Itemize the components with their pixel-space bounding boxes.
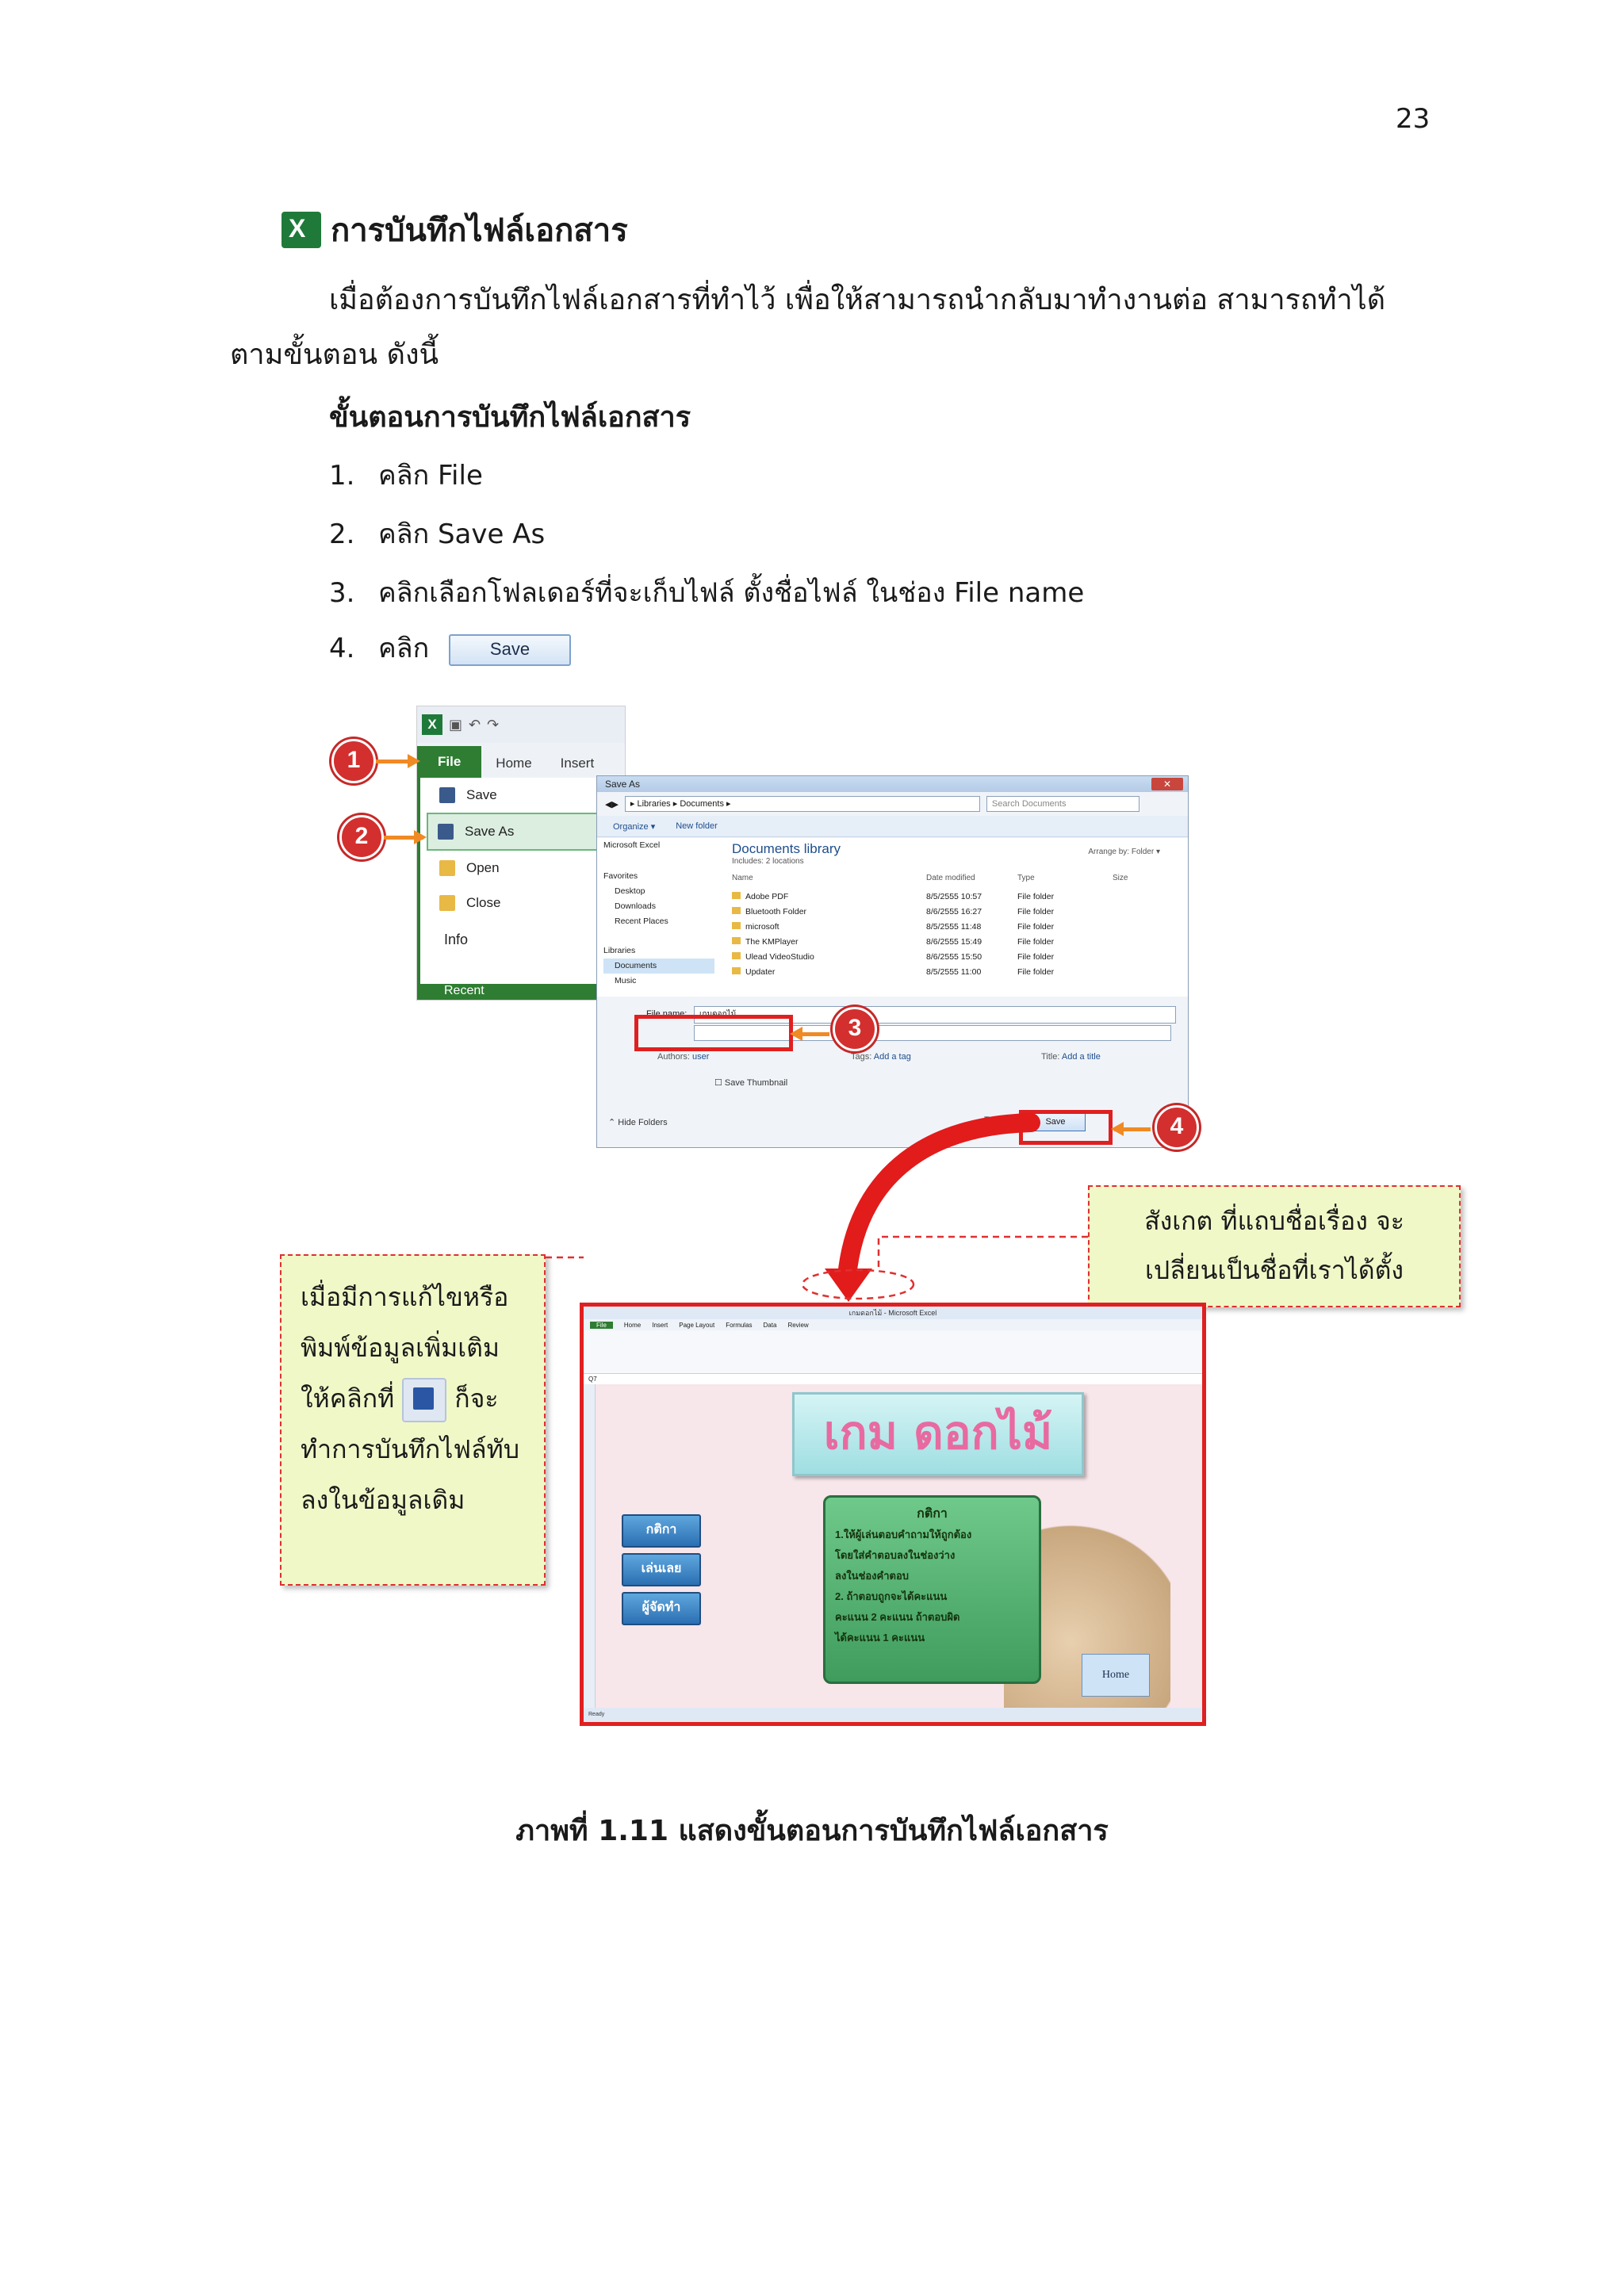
excel-icon: X bbox=[422, 714, 442, 735]
steps-title: ขั้นตอนการบันทึกไฟล์เอกสาร bbox=[329, 401, 691, 434]
rules-scroll: กติกา 1.ให้ผู้เล่นตอบคำถามให้ถูกต้อง โดยใส่คำตอบลงในช่องว่าง ลงในช่องคำตอบ 2. ถ้าตอบถูกจะได้คะแนน คะแนน 2 คะแนน ถ้าตอบผิด ได้คะแนน 1 คะแนน bbox=[823, 1495, 1041, 1684]
title-bar-note: สังเกต ที่แถบชื่อเรื่อง จะ เปลี่ยนเป็นชื่อที่เราได้ตั้ง bbox=[1088, 1185, 1461, 1307]
figure-caption: ภาพที่ 1.11 แสดงขั้นตอนการบันทึกไฟล์เอกสาร bbox=[515, 1815, 1109, 1847]
file-row: Ulead VideoStudio 8/6/2555 15:50 File folder bbox=[732, 949, 1176, 964]
file-row: Bluetooth Folder 8/6/2555 16:27 File folder bbox=[732, 904, 1176, 919]
new-folder-button: New folder bbox=[676, 821, 718, 831]
step-badge-4: 4 bbox=[1155, 1105, 1199, 1150]
intro-line-2: ตามขั้นตอน ดังนี้ bbox=[230, 339, 439, 371]
menu-item-recent: Recent bbox=[420, 984, 626, 1000]
navigation-pane: Microsoft Excel Favorites Desktop Downloads Recent Places Libraries Documents Music bbox=[603, 838, 714, 989]
step-badge-3: 3 bbox=[833, 1007, 877, 1051]
column-headers: Name Date modified Type Size bbox=[732, 874, 1128, 882]
tab-file: File bbox=[417, 746, 481, 778]
redo-icon: ↷ bbox=[487, 716, 500, 733]
status-bar: Ready bbox=[584, 1708, 1202, 1722]
excel-backstage-screenshot bbox=[416, 706, 626, 1001]
dialog-toolbar bbox=[597, 816, 1188, 837]
step-2: 2. คลิก Save As bbox=[329, 519, 546, 550]
menu-item-open: Open bbox=[420, 851, 626, 886]
excel-ribbon-tabs: File Home Insert Page Layout Formulas Data Review bbox=[584, 1319, 1202, 1330]
open-folder-icon bbox=[439, 860, 455, 876]
file-name-highlight bbox=[634, 1015, 793, 1051]
floppy-disk-icon bbox=[402, 1378, 446, 1422]
step-3: 3. คลิกเลือกโฟลเดอร์ที่จะเก็บไฟล์ ตั้งชื่อไฟล์ ในช่อง File name bbox=[329, 577, 1085, 609]
section-heading-text: การบันทึกไฟล์เอกสาร bbox=[331, 212, 628, 249]
excel-screenshot-frame bbox=[580, 1303, 1206, 1726]
file-name-input: เกมดอกไม้ bbox=[694, 1006, 1176, 1024]
path-box: ▸ Libraries ▸ Documents ▸ bbox=[625, 796, 980, 812]
menu-item-save: Save bbox=[420, 778, 626, 813]
step-badge-1: 1 bbox=[331, 739, 376, 783]
file-list bbox=[732, 838, 1176, 979]
menu-item-info: Info bbox=[444, 932, 469, 947]
save-icon bbox=[439, 787, 455, 803]
folder-icon bbox=[732, 937, 741, 944]
arrow-right-icon bbox=[384, 836, 423, 840]
note-connector bbox=[793, 1230, 1094, 1302]
save-icon: ▣ bbox=[449, 716, 463, 733]
undo-icon: ↶ bbox=[469, 716, 481, 733]
ribbon-tabs bbox=[417, 743, 625, 778]
menu-item-save-as: Save As bbox=[427, 813, 619, 851]
save-as-dialog-screenshot bbox=[596, 775, 1189, 1148]
folder-icon bbox=[732, 892, 741, 899]
search-box: Search Documents bbox=[986, 796, 1139, 812]
tags-field: Tags: Add a tag bbox=[851, 1052, 911, 1062]
menu-item-close: Close bbox=[420, 886, 626, 920]
folder-icon bbox=[732, 907, 741, 914]
close-icon: ✕ bbox=[1151, 778, 1183, 790]
step-badge-2: 2 bbox=[339, 815, 384, 859]
tab-insert: Insert bbox=[560, 756, 595, 771]
excel-icon bbox=[282, 212, 321, 248]
file-row: Updater 8/5/2555 11:00 File folder bbox=[732, 964, 1176, 979]
back-forward-icon: ◀▶ bbox=[605, 799, 619, 809]
play-button: เล่นเลย bbox=[622, 1553, 701, 1586]
rules-button: กติกา bbox=[622, 1514, 701, 1548]
game-title-banner: เกม ดอกไม้ bbox=[792, 1392, 1084, 1476]
backstage-menu bbox=[417, 778, 626, 1000]
save-as-icon bbox=[438, 824, 454, 840]
authors-field: Authors: user bbox=[657, 1052, 710, 1062]
page-number: 23 bbox=[1396, 103, 1431, 135]
dialog-body bbox=[597, 838, 1188, 997]
intro-line-1: เมื่อต้องการบันทึกไฟล์เอกสารที่ทำไว้ เพื่อให้สามารถนำกลับมาทำงานต่อ สามารถทำได้ bbox=[329, 284, 1386, 316]
close-folder-icon bbox=[439, 895, 455, 911]
step-4: 4. คลิก Save bbox=[329, 626, 571, 669]
dialog-save-button: Save bbox=[1025, 1112, 1086, 1131]
credits-button: ผู้จัดทำ bbox=[622, 1592, 701, 1625]
file-row: The KMPlayer 8/6/2555 15:49 File folder bbox=[732, 934, 1176, 949]
address-bar bbox=[597, 792, 1188, 816]
title-field: Title: Add a title bbox=[1041, 1052, 1101, 1062]
save-button-image: Save bbox=[449, 634, 571, 666]
file-row: Adobe PDF 8/5/2555 10:57 File folder bbox=[732, 889, 1176, 904]
library-title: Documents library bbox=[732, 841, 841, 856]
library-subtitle: Includes: 2 locations bbox=[732, 857, 804, 866]
excel-title-bar: เกมดอกไม้ - Microsoft Excel bbox=[584, 1307, 1202, 1319]
file-row: microsoft 8/5/2555 11:48 File folder bbox=[732, 919, 1176, 934]
section-heading bbox=[282, 205, 628, 255]
dialog-title-bar: Save As ✕ bbox=[597, 776, 1188, 792]
arrow-right-icon bbox=[376, 760, 417, 763]
tools-button: Tools bbox=[984, 1115, 1005, 1125]
step-1: 1. คลิก File bbox=[329, 460, 483, 492]
quick-access-toolbar bbox=[417, 706, 625, 743]
save-tip-note: เมื่อมีการแก้ไขหรือ พิมพ์ข้อมูลเพิ่มเติม ให้คลิกที่ ก็จะ ทำการบันทึกไฟล์ทับ ลงในข้อมูลเดิม bbox=[280, 1254, 546, 1586]
file-name-label: File name: bbox=[646, 1009, 688, 1019]
folder-icon bbox=[732, 952, 741, 959]
organize-button: Organize ▾ bbox=[613, 821, 656, 832]
folder-icon bbox=[732, 967, 741, 974]
hide-folders-button: ⌃ Hide Folders bbox=[608, 1118, 668, 1127]
formula-bar: Q7 bbox=[584, 1374, 1202, 1386]
arrow-left-icon bbox=[793, 1032, 829, 1036]
folder-icon bbox=[732, 922, 741, 929]
tab-home: Home bbox=[496, 756, 532, 771]
home-button: Home bbox=[1082, 1654, 1150, 1697]
save-thumbnail-checkbox: ☐ Save Thumbnail bbox=[714, 1078, 788, 1088]
arrange-by: Arrange by: Folder ▾ bbox=[1088, 848, 1160, 856]
